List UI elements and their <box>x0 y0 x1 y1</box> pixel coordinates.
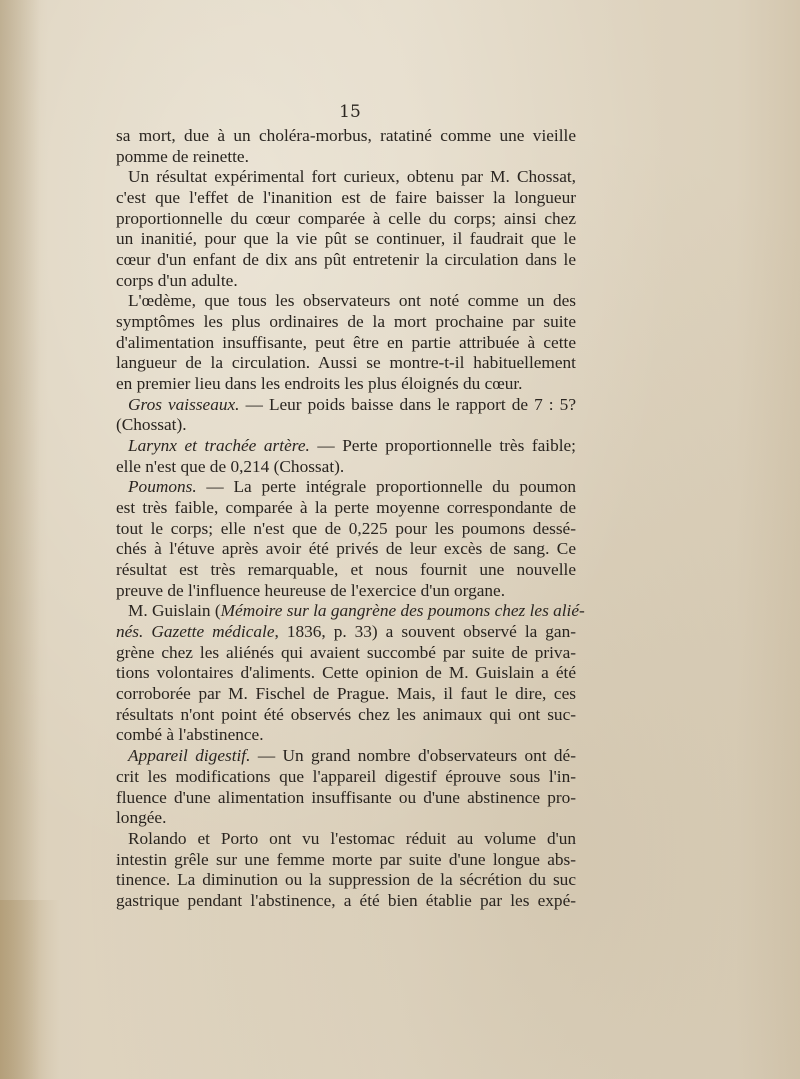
text-line <box>116 870 576 891</box>
text-line <box>116 808 576 829</box>
page-number: 15 <box>339 102 361 122</box>
text-segment: tinence. La diminution ou la suppression de la sécrétion du suc <box>116 870 576 890</box>
text-line <box>116 188 576 209</box>
italic-text: nés. Gazette médicale <box>116 622 275 642</box>
text-segment: Rolando et Porto ont vu l'estomac réduit au volume d'un <box>128 828 576 848</box>
text-line <box>116 167 576 188</box>
text-line <box>116 539 576 560</box>
text-segment: corroborée par M. Fischel de Prague. Mais, il faut le dire, ces <box>116 684 576 704</box>
italic-text: Appareil digestif. <box>128 746 251 766</box>
text-line <box>116 891 576 912</box>
text-segment: un inanitié, pour que la vie pût se continuer, il faudrait que le <box>116 229 576 249</box>
text-segment: — Perte proportionnelle très faible; <box>309 436 576 456</box>
text-line <box>116 126 576 147</box>
text-segment: tout le corps; elle n'est que de 0,225 pour les poumons dessé- <box>116 518 576 538</box>
text-segment: fluence d'une alimentation insuffisante ou d'une abstinence pro- <box>116 787 576 807</box>
text-line <box>116 705 576 726</box>
text-segment: pomme de reinette. <box>116 146 249 166</box>
text-segment: proportionnelle du cœur comparée à celle du corps; ainsi chez <box>116 208 576 228</box>
text-segment: en premier lieu dans les endroits les plus éloignés du cœur. <box>116 374 523 394</box>
text-segment: tions volontaires d'aliments. Cette opinion de M. Guislain a été <box>116 663 576 683</box>
text-line <box>116 271 576 292</box>
text-segment: gastrique pendant l'abstinence, a été bien établie par les expé- <box>116 890 576 910</box>
text-line <box>116 457 576 478</box>
text-segment: , 1836, p. 33) a souvent observé la gan- <box>274 622 576 642</box>
text-segment: elle n'est que de 0,214 (Chossat). <box>116 456 345 476</box>
text-line <box>116 643 576 664</box>
text-segment: — Un grand nombre d'observateurs ont dé- <box>250 746 576 766</box>
text-line <box>116 312 576 333</box>
text-segment: symptômes les plus ordinaires de la mort prochaine par suite <box>116 312 576 332</box>
text-segment: crit les modifications que l'appareil digestif éprouve sous l'in- <box>116 766 576 786</box>
text-line <box>116 498 576 519</box>
text-segment: corps d'un adulte. <box>116 270 238 290</box>
text-segment: sa mort, due à un choléra-morbus, ratatiné comme une vieille <box>116 126 576 145</box>
text-line <box>116 850 576 871</box>
text-line <box>116 746 576 767</box>
text-segment: est très faible, comparée à la perte moyenne correspondante de <box>116 498 576 518</box>
text-line <box>116 663 576 684</box>
text-segment: résultat est très remarquable, et nous fournit une nouvelle <box>116 560 576 580</box>
text-line <box>116 767 576 788</box>
text-line <box>116 519 576 540</box>
text-line <box>116 374 576 395</box>
italic-text: Larynx et trachée artère. <box>128 436 310 456</box>
text-segment: (Chossat). <box>116 415 187 435</box>
text-line <box>116 725 576 746</box>
text-line <box>116 477 576 498</box>
text-line <box>116 353 576 374</box>
body-text <box>116 126 585 912</box>
text-line <box>116 581 576 602</box>
italic-text: Gros vaisseaux. <box>128 394 240 414</box>
text-segment: preuve de l'influence heureuse de l'exercice d'un organe. <box>116 580 506 600</box>
text-line <box>116 622 576 643</box>
text-segment: M. Guislain ( <box>128 601 221 621</box>
text-segment: longée. <box>116 808 167 828</box>
text-segment: combé à l'abstinence. <box>116 725 264 745</box>
text-segment: chés à l'étuve après avoir été privés de leur excès de sang. Ce <box>116 539 576 559</box>
text-line <box>116 560 576 581</box>
text-segment: L'œdème, que tous les observateurs ont noté comme un des <box>128 291 576 311</box>
text-line <box>116 250 576 271</box>
text-line <box>116 829 576 850</box>
text-line <box>116 395 576 416</box>
text-segment: — La perte intégrale proportionnelle du poumon <box>196 477 576 497</box>
text-segment: c'est que l'effet de l'inanition est de faire baisser la longueur <box>116 188 576 208</box>
text-line <box>116 415 576 436</box>
text-segment: grène chez les aliénés qui avaient succombé par suite de priva- <box>116 642 576 662</box>
text-segment: résultats n'ont point été observés chez les animaux qui ont suc- <box>116 704 576 724</box>
italic-text: Poumons. <box>128 477 197 497</box>
italic-text: Mémoire sur la gangrène des poumons chez les alié- <box>220 601 585 621</box>
text-segment: langueur de la circulation. Aussi se montre-t-il habituellement <box>116 353 576 373</box>
text-line <box>116 229 576 250</box>
text-segment: intestin grêle sur une femme morte par suite d'une longue abs- <box>116 849 576 869</box>
text-line <box>116 684 576 705</box>
text-segment: — Leur poids baisse dans le rapport de 7 : 5? <box>239 394 576 414</box>
text-segment: Un résultat expérimental fort curieux, obtenu par M. Chossat, <box>128 167 576 187</box>
text-line <box>116 601 585 622</box>
text-line <box>116 436 576 457</box>
text-line <box>116 209 576 230</box>
text-line <box>116 333 576 354</box>
text-segment: d'alimentation insuffisante, peut être en partie attribuée à cette <box>116 332 576 352</box>
text-line <box>116 147 576 168</box>
text-line <box>116 788 576 809</box>
text-segment: cœur d'un enfant de dix ans pût entretenir la circulation dans le <box>116 250 576 270</box>
paper-stain <box>0 900 60 1079</box>
text-line <box>116 291 576 312</box>
